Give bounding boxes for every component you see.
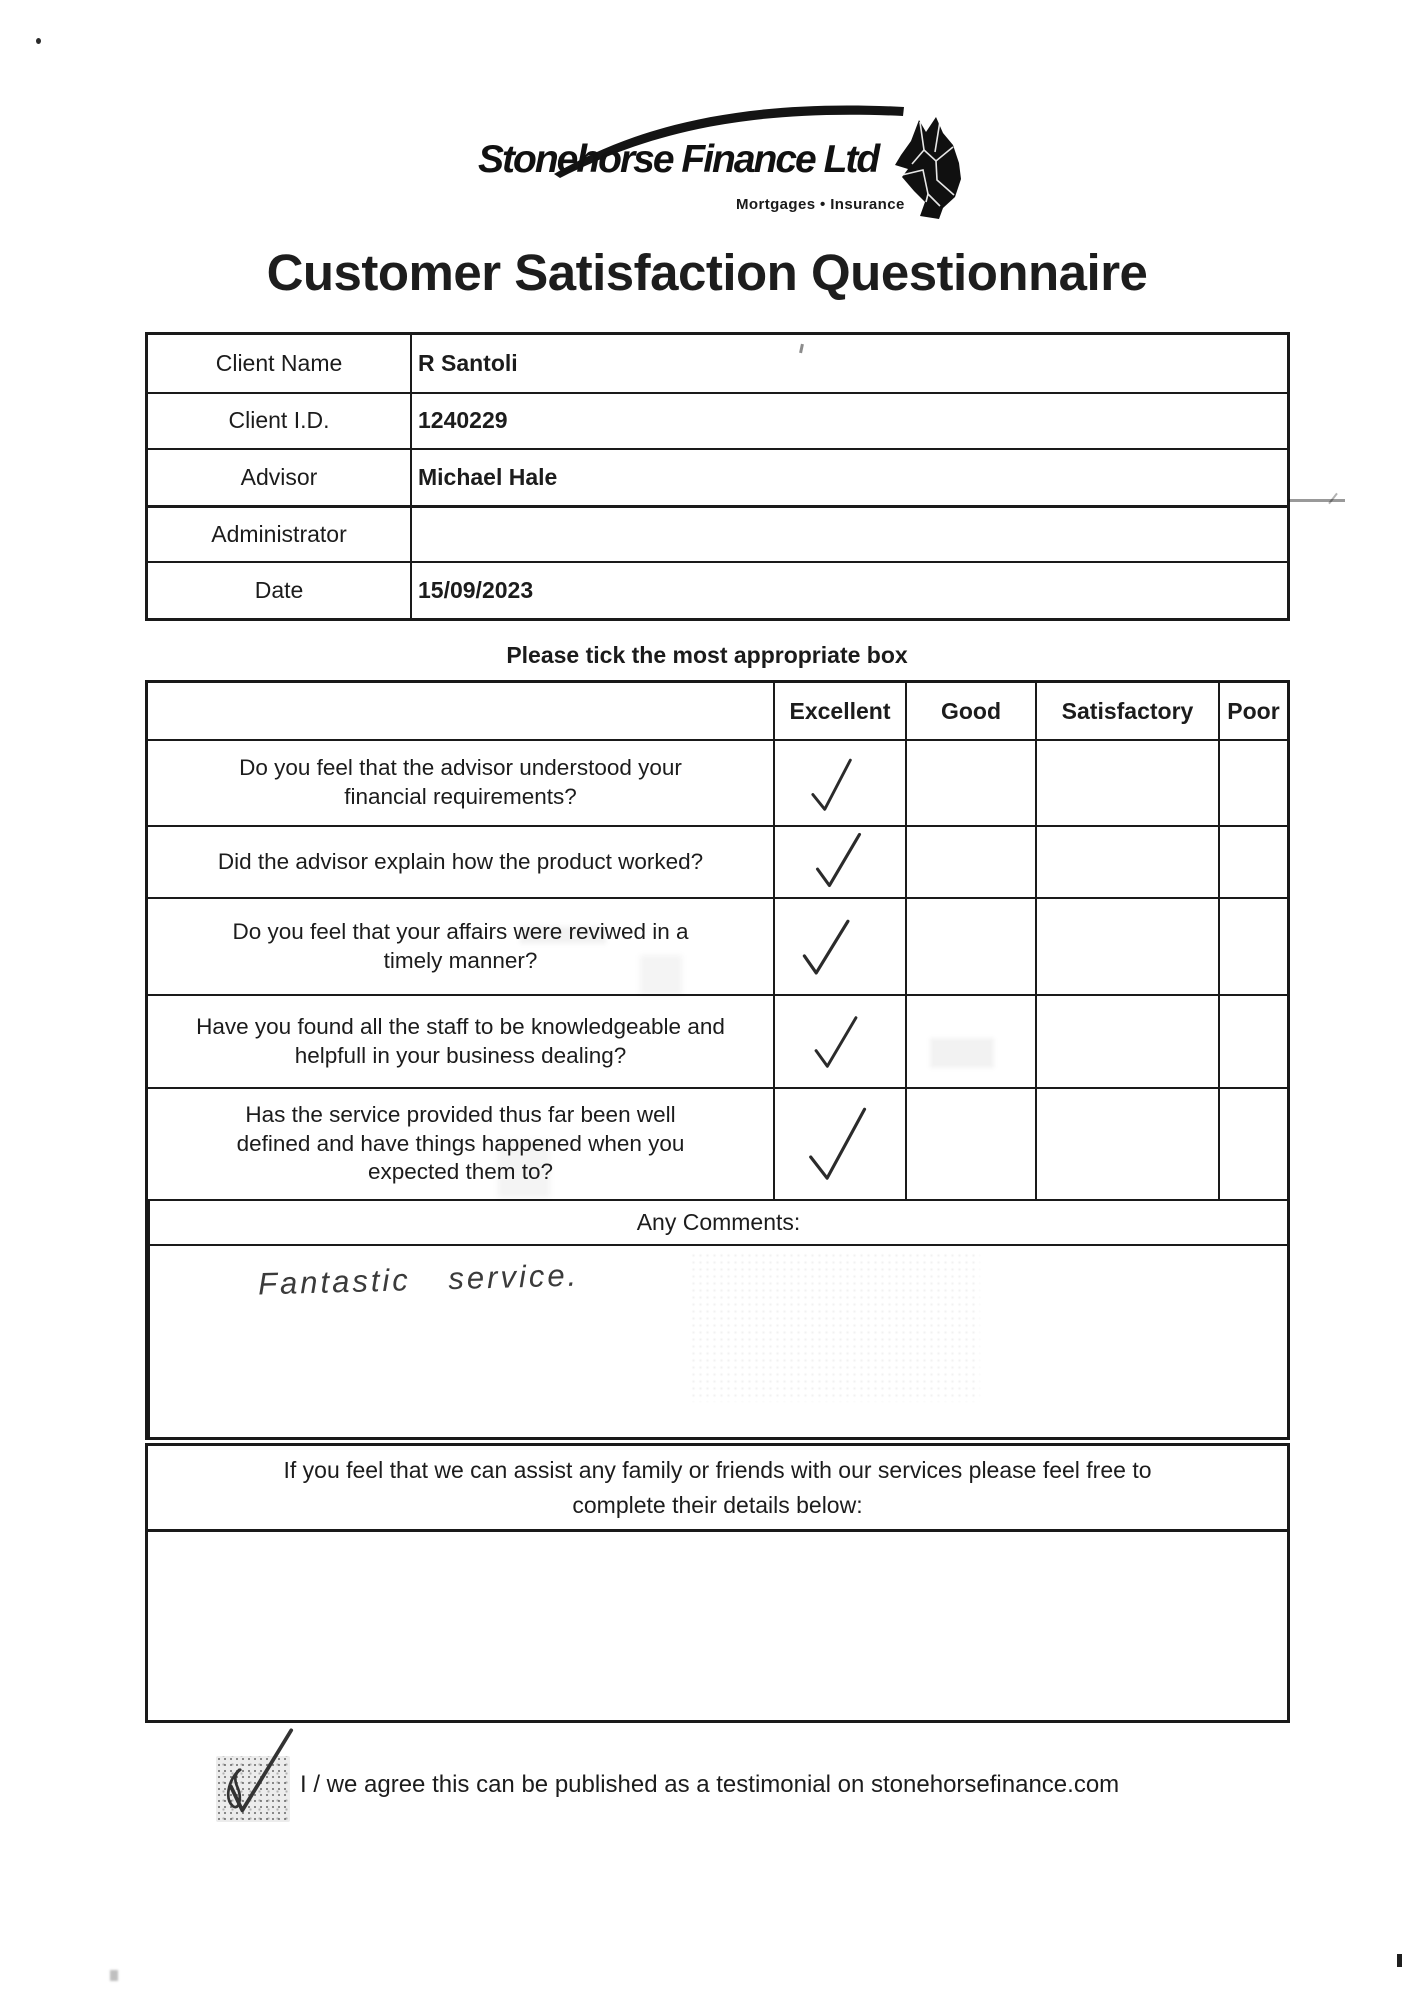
rating-cell xyxy=(905,1087,1035,1199)
logo-tagline: Mortgages • Insurance xyxy=(736,196,905,213)
comments-handwriting: Fantastic service. xyxy=(257,1257,580,1302)
tick-icon xyxy=(793,1101,884,1186)
rating-cell xyxy=(1218,739,1287,825)
client-name-label: Client Name xyxy=(215,349,343,376)
question-cell: Do you feel that the advisor understood your financial requirements? xyxy=(148,739,773,825)
tick-icon xyxy=(797,912,854,981)
logo-company: Stonehorse Finance Ltd xyxy=(478,138,879,181)
rating-cell xyxy=(773,897,905,994)
survey-instruction: Please tick the most appropriate box xyxy=(506,642,908,668)
horse-head-icon xyxy=(893,116,963,220)
survey-corner-cell xyxy=(148,683,773,739)
rating-cell xyxy=(1218,994,1287,1087)
question-cell: Have you found all the staff to be knowledgeable and helpfull in your business dealing? xyxy=(148,994,773,1087)
tick-icon xyxy=(811,829,866,891)
administrator-value xyxy=(410,505,1287,562)
client-name-value: R Santoli xyxy=(410,335,1287,392)
rating-cell xyxy=(773,825,905,897)
referral-table xyxy=(145,1443,1290,1723)
rating-cell xyxy=(1035,825,1218,897)
comments-label: Any Comments: xyxy=(148,1199,1287,1244)
advisor-value: Michael Hale xyxy=(410,448,1287,505)
comments-box xyxy=(148,1244,1287,1437)
survey-header-poor: Poor xyxy=(1218,683,1287,739)
client-id-value: 1240229 xyxy=(410,392,1287,449)
consent-label: I / we agree this can be published as a testimonial on stonehorsefinance.com xyxy=(300,1771,1120,1798)
rating-cell xyxy=(905,897,1035,994)
survey-table xyxy=(145,680,1290,1440)
scan-artifact-smudge xyxy=(110,1970,118,1981)
client-id-label: Client I.D. xyxy=(148,392,410,449)
referral-details-box xyxy=(148,1532,1287,1723)
date-value: 15/09/2023 xyxy=(410,561,1287,618)
rating-cell xyxy=(905,739,1035,825)
tick-icon xyxy=(810,1012,862,1072)
rating-cell xyxy=(905,994,1035,1087)
rating-cell xyxy=(1035,1087,1218,1199)
rating-cell xyxy=(1218,897,1287,994)
survey-header-good: Good xyxy=(905,683,1035,739)
rating-cell xyxy=(773,739,905,825)
client-info-table xyxy=(145,332,1290,621)
survey-header-satisfactory: Satisfactory xyxy=(1035,683,1218,739)
advisor-label: Advisor xyxy=(148,448,410,505)
rating-cell xyxy=(905,825,1035,897)
question-cell: Has the service provided thus far been well defined and have things happened when you expected them to? xyxy=(148,1087,773,1199)
tick-icon xyxy=(805,755,860,816)
rating-cell xyxy=(1218,825,1287,897)
rating-cell xyxy=(773,1087,905,1199)
scan-artifact-dash xyxy=(1397,1954,1402,1967)
referral-instruction: If you feel that we can assist any family or friends with our services please feel free to complete their details below: xyxy=(148,1446,1287,1532)
scan-artifact-dot xyxy=(36,38,41,44)
survey-header-excellent: Excellent xyxy=(773,683,905,739)
rating-cell xyxy=(773,994,905,1087)
rating-cell xyxy=(1035,897,1218,994)
administrator-label: Administrator xyxy=(148,505,410,562)
rating-cell xyxy=(1035,994,1218,1087)
date-label: Date xyxy=(148,561,410,618)
page-title: Customer Satisfaction Questionnaire xyxy=(266,244,1148,301)
scan-artifact-line xyxy=(1328,493,1338,504)
rating-cell xyxy=(1035,739,1218,825)
question-cell: Did the advisor explain how the product worked? xyxy=(148,825,773,897)
scan-artifact-line xyxy=(1289,499,1345,502)
rating-cell xyxy=(1218,1087,1287,1199)
consent-tick-icon xyxy=(208,1722,312,1826)
question-cell: Do you feel that your affairs were reviwed in a timely manner? xyxy=(148,897,773,994)
